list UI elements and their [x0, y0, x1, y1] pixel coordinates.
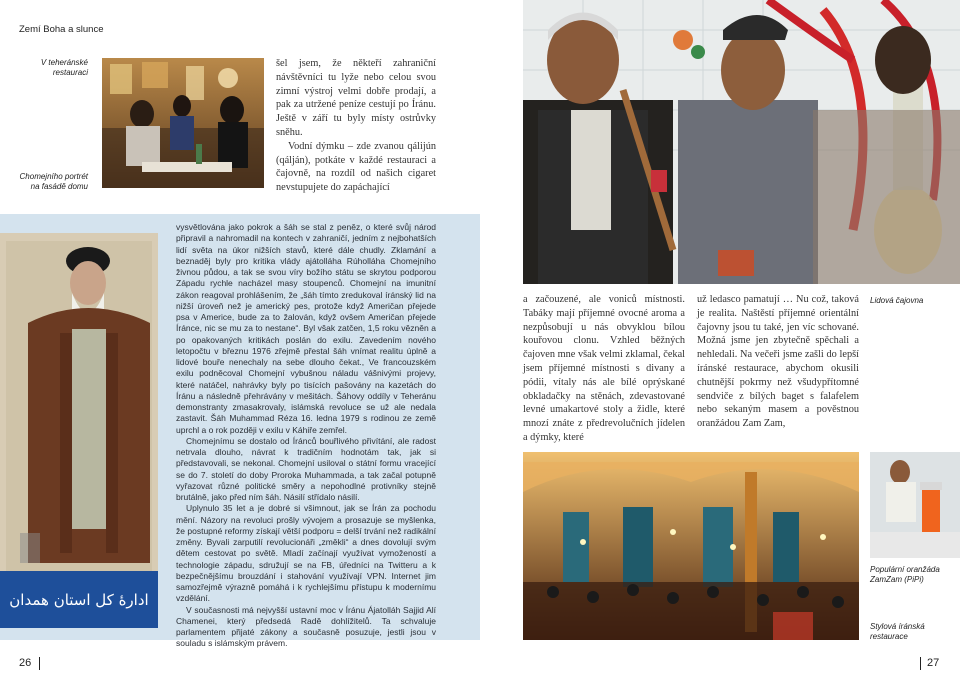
zamzam-image — [870, 452, 960, 558]
photo-zamzam-drink — [870, 452, 960, 558]
caption-line: na fasádě domu — [30, 182, 88, 191]
folio-rule-right — [920, 657, 921, 670]
sidebar-paragraph: V současnosti má nejvyšší ustavní moc v Íránu Ájatolláh Sajjid Alí Chamenei, který předsedá Radě dohlížitelů. Ta schvaluje parlamentem přijaté zákony a současně posuzuje, jestli jsou v souladu s islámským právem. — [176, 604, 436, 649]
folio-rule-left — [39, 657, 40, 670]
caption-khomeini-portrait — [8, 172, 88, 192]
hookah-scene-image — [523, 0, 960, 284]
page-number-right: 27 — [927, 657, 940, 669]
sidebar-paragraph: Uplynulo 35 let a je dobré si všimnout, jak se Írán za pochodu mění. Názory na revoluci prošly vývojem a prosazuje se myšlenka, že postupné reformy získají větší podporu = delší trvání než radikální změny. Byvali zarputilí revolucionáři „změkli“ a dnes dovolují svým dětem cestovat po světě. Mladí začínají využívat vymožeností a technologie západu, sdružují se na FB, úředníci na Twitteru a k bezpečnějšímu brouzdání i stahování využívají VPN. Internet jim samozřejmě výrazně pomáhá i k rychlejšímu přístupu k modernímu vzdělání. — [176, 503, 436, 604]
body-text-right-col2 — [697, 293, 859, 431]
photo-restaurant-interior — [523, 452, 859, 640]
body-paragraph: šel jsem, že někteří zahraniční návštěvníci tu lyže nebo celou svou zimní výstroj velmi dobře prodají, a pak za utržené peníze cestují po Íránu. Ještě v září tu byly místy ostrůvky sněhu. — [276, 58, 436, 138]
caption-line: Populární oranžáda — [870, 565, 940, 574]
photo-khomeini-mural — [0, 233, 158, 628]
photo-tehran-restaurant — [102, 58, 264, 188]
caption-line: ZamZam (PiPi) — [870, 575, 924, 584]
caption-line: restauraci — [52, 68, 88, 77]
page-number-left: 26 — [19, 657, 32, 669]
caption-stylish-restaurant — [870, 622, 958, 642]
caption-zamzam — [870, 565, 958, 585]
caption-line: Stylová íránská — [870, 622, 925, 631]
sidebar-paragraph: vysvětlována jako pokrok a šáh se stal z peněz, o které svůj národ připravil a nahromadil na kontech v zahraničí, jedním z nejbohatších lidí světa na úkor nižších stavů, které dále chudly. Zklamání a beznaděj byly pro kritika vlády ajátolláha Rúholláha Chomejního živnou půdou, a tak se svou víry božího státu se skrytou podporou Západu rychle nacházel masy stoupenců. Chomejní na imunitní zákon reagoval prohlášením, že „šáh tímto zredukoval íránský lid na nižší úroveň než je americký pes, protože když Američan přejede psa v Americe, bude za to žalován, když ovšem Američan přejede Íránce, nic se mu za to nestane“. Byl však zatčen, 1,5 roku vězněn a po opakovaných kritikách poslán do exilu. Zavedením nového letopočtu v březnu 1976 zřejmě přestal šáh vnímat realitu úplně a lidové bouře nenechaly na sebe dlouho čekat., Ve francouzském exilu podněcoval Chomejní vybušnou náladu vášnivými projevy, které natáčel, nahrávky byly po tisících pašovány na kazetách do Íránu a následně přehrávány v mešitách. Šáhovy oddíly v Teheránu demonstranty zmasakrovaly, islámská revoluce se už ale nedala zastavit. Šáh Muhammad Réza 16. ledna 1979 s rodinou ze země uprchl a o rok později v exilu v Káhiře zemřel. — [176, 222, 436, 435]
caption-line: Chomejního portrét — [19, 172, 88, 181]
body-paragraph: Vodní dýmku – zde zvanou qálijún (qálján), potkáte v každé restauraci a čajovně, na rozdíl od našich cigaret nevstupujete do zapáchající — [276, 140, 436, 194]
running-head: Zemí Boha a slunce — [19, 24, 104, 35]
caption-tea-house: Lidová čajovna — [870, 296, 924, 305]
restaurant-scene-image — [102, 58, 264, 188]
sign-text: ادارۀ کل استان همدان — [9, 591, 149, 609]
body-text-right-col1 — [523, 293, 685, 445]
sidebar-paragraph: Chomejnímu se dostalo od Íránců bouřlivého přivítání, ale radost netrvala dlouho, návrat k tradičním hodnotám tak, jak si představovali, se nekonal. Chomejní usiloval o státní formu vracející se do 7. století do doby Proroka Muhammada, a tak začal potupně vyřazovat různé politické směry a nepohodlné protivníky stejně brutálně, jako před ním šáh. Násilí střídalo násilí. — [176, 435, 436, 502]
sidebar-text — [176, 222, 436, 650]
interior-image — [523, 452, 859, 640]
caption-line: V teheránské — [40, 58, 88, 67]
body-paragraph: už ledasco pamatují … Nu což, taková je realita. Naštěstí příjemné orientální čajovny jsou tu také, jen víc schované. Možná jsme jen zbytečně spěchali a nehledali. Na večeři jsme zašli do lepší íránské restaurace, abychom okusili chutnější pokrmy než všudypřítomné sendviče z bílých baget s falafelem nebo sekaným masem a pověstnou oranžádou Zam Zam, — [697, 294, 859, 430]
caption-tehran-restaurant — [8, 58, 88, 78]
body-paragraph: a začouzené, ale voniců místnosti. Tabáky mají příjemné ovocné aroma a nezpůsobují u nás obvyklou bílou kouřovou clonu. Vzhled běžných čajoven mne však velmi zklamal, čekal jsem příjemné místnosti s divany a pódii, vítaly nás ale bílé oprýskané obkladačky na stěnách, zdevastované levné umakartové stoly a židle, které mnozí znáte z předrevolučních jídelen a dýmky, které — [523, 294, 685, 443]
body-text-top-left — [276, 57, 436, 195]
mural-image — [0, 233, 158, 628]
caption-line: restaurace — [870, 632, 908, 641]
photo-hookah-smokers — [523, 0, 960, 284]
